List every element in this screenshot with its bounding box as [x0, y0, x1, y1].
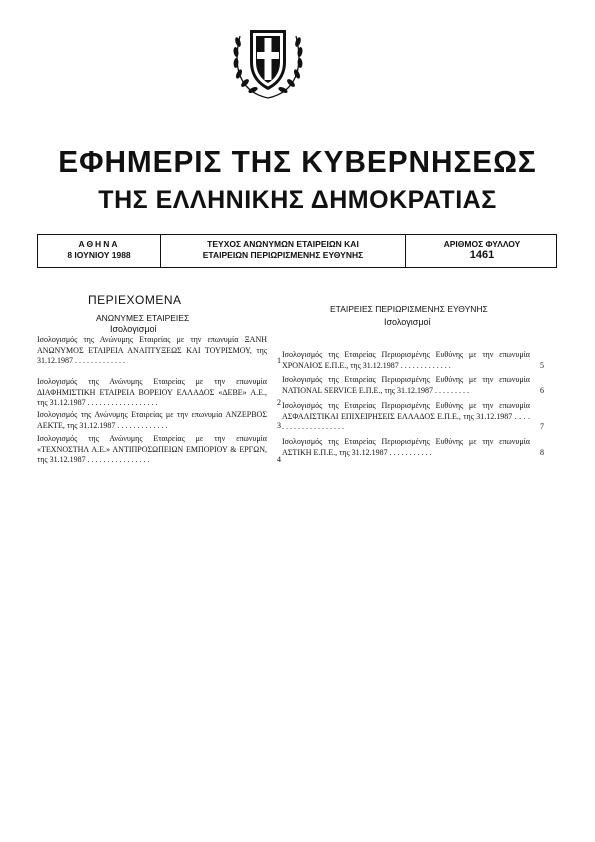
issue-date: 8 ΙΟΥΝΙΟΥ 1988	[67, 250, 131, 260]
entry-page-number: 7	[540, 422, 544, 431]
sheet-number-label: ΑΡΙΘΜΟΣ ΦΥΛΛΟΥ	[443, 239, 521, 249]
date-cell	[38, 235, 161, 267]
entry-text: Ισολογισμός της Εταιρείας Περιορισμένης Ευθύνης με την επωνυμία NATIONAL SERVICE Ε.Π.Ε., της 31.12.1987 . . . . . . . . .	[282, 375, 530, 395]
section-subheading-sa: Ισολογισμοί	[110, 324, 157, 334]
entry-page-number: 8	[540, 447, 544, 457]
section-subheading-ltd: Ισολογισμοί	[384, 317, 431, 327]
contents-entry	[282, 350, 544, 371]
entry-page-number: 5	[540, 360, 544, 370]
entry-text: Ισολογισμός της Εταιρείας Περιορισμένης Ευθύνης με την επωνυμία ΑΣΦΑΛΙΣΤΙΚΑΙ ΕΠΙΧΕΙΡΗΣΕΙΣ ΕΛΛΑΔΟΣ Ε.Π.Ε., της 31.12.1987 . . . . . . . . . . . . . . . . . . . .	[282, 401, 530, 431]
issue-type-line1: ΤΕΥΧΟΣ ΑΝΩΝΥΜΩΝ ΕΤΑΙΡΕΙΩΝ ΚΑΙ	[207, 239, 359, 249]
entry-text: Ισολογισμός της Ανώνυμης Εταιρείας με την επωνυμία ΔΙΑΦΗΜΙΣΤΙΚΗ ΕΤΑΙΡΕΙΑ ΒΟΡΕΙΟΥ ΕΛΛΑΔΟΣ «ΔΕΒΕ» Α.Ε., της 31.12.1987 . . . . . . . . . . . . . . . . . .	[37, 377, 267, 407]
contents-entry	[37, 377, 281, 409]
entry-page-number: 4	[277, 455, 281, 464]
issue-type-line2: ΕΤΑΙΡΕΙΩΝ ΠΕΡΙΩΡΙΣΜΕΝΗΣ ΕΥΘΥΝΗΣ	[202, 250, 364, 260]
issue-type-cell	[161, 235, 406, 267]
entry-page-number: 2	[277, 398, 281, 407]
contents-entry	[37, 335, 281, 367]
contents-entry	[282, 375, 544, 396]
section-heading-ltd: ΕΤΑΙΡΕΙΕΣ ΠΕΡΙΩΡΙΣΜΕΝΗΣ ΕΥΘΥΝΗΣ	[330, 304, 488, 314]
contents-entry	[37, 434, 281, 466]
issue-info-box	[37, 234, 557, 268]
contents-heading: ΠΕΡΙΕΧΟΜΕΝΑ	[88, 293, 182, 307]
entry-page-number: 1	[277, 356, 281, 365]
entry-text: Ισολογισμός της Ανώνυμης Εταιρείας με την επωνυμία ΑΝΖΕΡΒΟΣ ΑΕΚΤΕ, της 31.12.1987 . . . . . . . . . . . . .	[37, 410, 267, 430]
entry-page-number: 6	[540, 385, 544, 395]
greek-coat-of-arms-icon	[226, 18, 310, 102]
city-label: ΑΘΗΝΑ	[78, 239, 120, 249]
contents-entry	[282, 401, 544, 433]
sheet-number-cell	[406, 235, 558, 267]
newspaper-subtitle: ΤΗΣ ΕΛΛΗΝΙΚΗΣ ΔΗΜΟΚΡΑΤΙΑΣ	[98, 186, 497, 214]
entry-text: Ισολογισμός της Ανώνυμης Εταιρείας με την επωνυμία «ΤΕΧΝΟΣΤΗΛ Α.Ε.» ΑΝΤΙΠΡΟΣΩΠΕΙΩΝ ΕΜΠΟΡΙΟΥ & ΕΡΓΩΝ, της 31.12.1987 . . . . . . . . . . . . . . . .	[37, 434, 267, 464]
section-heading-sa: ΑΝΩΝΥΜΕΣ ΕΤΑΙΡΕΙΕΣ	[96, 313, 190, 323]
entry-text: Ισολογισμός της Εταιρείας Περιορισμένης Ευθύνης με την επωνυμία ΑΣΤΙΚΗ Ε.Π.Ε., της 31.12.1987 . . . . . . . . . . .	[282, 437, 530, 457]
entry-text: Ισολογισμός της Ανώνυμης Εταιρείας με την επωνυμία ΞΑΝΗ ΑΝΩΝΥΜΟΣ ΕΤΑΙΡΕΙΑ ΑΝΑΠΤΥΞΕΩΣ ΚΑΙ ΤΟΥΡΙΣΜΟΥ, της 31.12.1987 . . . . . . . . . . . . .	[37, 335, 267, 365]
contents-entry	[282, 437, 544, 458]
entry-page-number: 3	[277, 420, 281, 430]
contents-entry	[37, 410, 281, 431]
sheet-number: 1461	[469, 249, 495, 261]
entry-text: Ισολογισμός της Εταιρείας Περιορισμένης Ευθύνης με την επωνυμία ΧΡΟΝΑΙΟΣ Ε.Π.Ε., της 31.12.1987 . . . . . . . . . . . . .	[282, 350, 530, 370]
newspaper-title: ΕΦΗΜΕΡΙΣ ΤΗΣ ΚΥΒΕΡΝΗΣΕΩΣ	[58, 144, 537, 179]
